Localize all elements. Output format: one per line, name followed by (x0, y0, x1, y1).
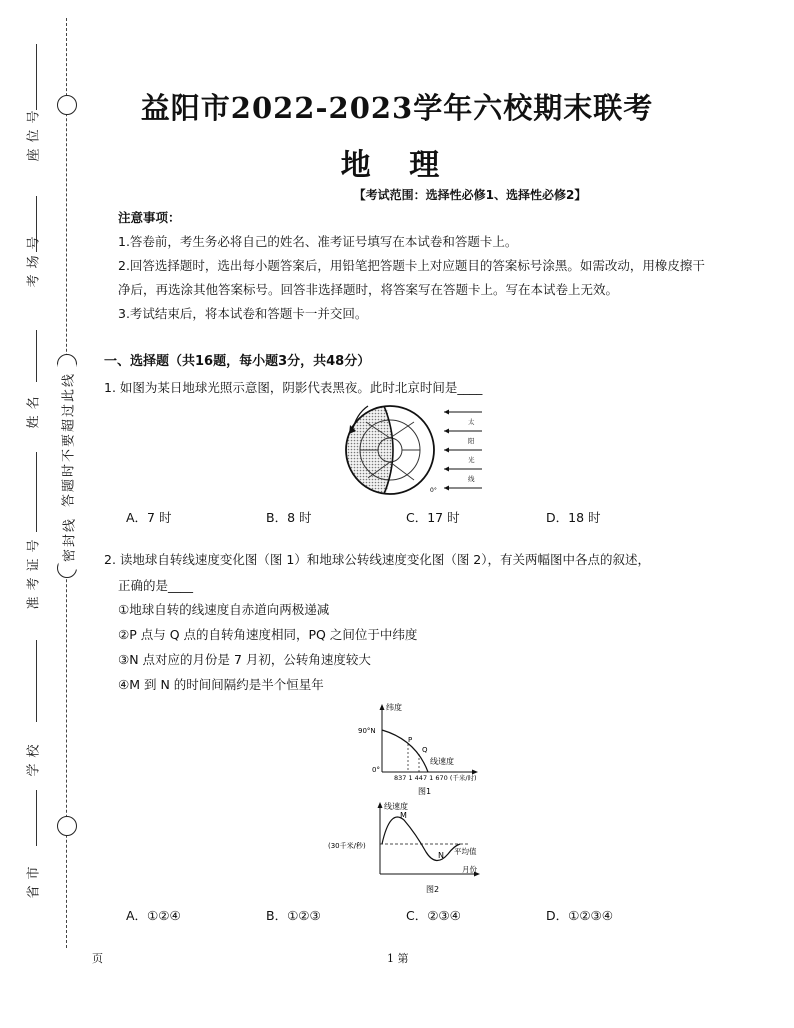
q1-meridian-2 (390, 422, 414, 438)
q1-option-a[interactable]: A．7 时 (126, 510, 172, 525)
fig2-avg-label: 平均值 (454, 847, 477, 856)
q2-options (126, 906, 686, 924)
binding-hole-4 (57, 816, 77, 836)
q1-option-c[interactable]: C．17 时 (406, 510, 460, 525)
seal-line-text: 密封线 (59, 510, 78, 570)
fig1-y-arrow (380, 704, 385, 710)
exam-id-label: 准考证号 (26, 533, 42, 610)
footer-left: 页 (92, 952, 103, 965)
q1-sun-char-3: 光 (468, 456, 475, 464)
fig1-point-p: P (408, 736, 413, 744)
exam-title: 益阳市2022-2023学年六校期末联考 (140, 91, 654, 125)
fig1-point-q: Q (422, 746, 428, 754)
q2-statement-3: ③N 点对应的月份是 7 月初，公转角速度较大 (118, 652, 371, 667)
q2-fig1 (356, 700, 496, 800)
fig2-y-arrow (378, 802, 383, 808)
fill-line-1 (36, 44, 37, 110)
q2-option-c[interactable]: C．②③④ (406, 908, 461, 923)
q2-statement-4: ④M 到 N 的时间间隔约是半个恒星年 (118, 677, 324, 692)
q1-sun-char-1: 太 (468, 418, 475, 426)
fig1-y-bottom: 0° (372, 766, 380, 774)
fig1-x-ticks: 837 1 447 1 670 (千米/时) (394, 774, 477, 782)
q1-option-b[interactable]: B．8 时 (266, 510, 312, 525)
fig1-y-top: 90°N (358, 727, 376, 735)
q1-options (126, 508, 686, 526)
q1-stem: 1. 如图为某日地球光照示意图，阴影代表黑夜。此时北京时间是____ (104, 380, 483, 395)
exam-scope: 【考试范围：选择性必修1、选择性必修2】 (353, 188, 587, 202)
fig2-y-ref: (30千米/秒) (328, 842, 366, 850)
q1-sun-arrowheads (444, 410, 449, 491)
fill-line-4 (36, 452, 37, 532)
q1-lat-label: 0° (430, 487, 437, 494)
fig1-y-title: 纬度 (386, 703, 402, 712)
page-number: 1 第 (387, 952, 409, 965)
q1-sun-char-2: 阳 (468, 437, 475, 445)
q1-illumination-figure (338, 400, 490, 504)
fill-line-6 (36, 790, 37, 846)
fig1-curve-label: 线速度 (430, 757, 454, 766)
notes-block (118, 206, 708, 326)
school-label: 学校 (26, 738, 42, 777)
q2-statement-2: ②P 点与 Q 点的自转角速度相同，PQ 之间位于中纬度 (118, 627, 418, 642)
fig2-x-title: 月份 (462, 865, 477, 874)
q2-fig2 (326, 798, 496, 898)
note-item-2: 2.回答选择题时，选出每小题答案后，用铅笔把答题卡上对应题目的答案标号涂黑。如需改动，用橡皮擦干净后，再选涂其他答案标号。回答非选择题时，将答案写在答题卡上。写在本试卷上无效。 (118, 258, 705, 297)
name-label: 姓名 (26, 390, 42, 429)
q2-option-d[interactable]: D．①②③④ (546, 908, 613, 923)
exam-room-label: 考场号 (26, 230, 42, 288)
fig2-point-m: M (400, 811, 407, 820)
seat-number-label: 座位号 (26, 104, 42, 162)
fig2-point-n: N (438, 851, 444, 860)
q2-stem-line-2: 正确的是____ (118, 578, 194, 593)
exam-subject: 地 理 (340, 148, 454, 183)
fill-line-3 (36, 330, 37, 382)
seal-warning-text: 答题时不要超过此线 (58, 365, 77, 515)
q1-sun-char-4: 线 (468, 475, 475, 483)
fig2-y-title: 线速度 (384, 802, 408, 811)
province-city-label: 省市 (26, 860, 42, 899)
q2-option-b[interactable]: B．①②③ (266, 908, 321, 923)
section-title: 一、选择题（共16题，每小题3分，共48分） (104, 354, 371, 369)
q2-statement-1: ①地球自转的线速度自赤道向两极递减 (118, 602, 330, 617)
notes-heading: 注意事项： (118, 210, 181, 225)
fig2-caption: 图2 (426, 885, 440, 894)
binding-hole-1 (57, 95, 77, 115)
q2-option-a[interactable]: A．①②④ (126, 908, 181, 923)
note-item-3: 3.考试结束后，将本试卷和答题卡一并交回。 (118, 306, 368, 321)
fig1-caption: 图1 (418, 787, 432, 796)
fill-line-5 (36, 640, 37, 722)
fig2-velocity-curve (382, 817, 460, 861)
note-item-1: 1.答卷前，考生务必将自己的姓名、准考证号填写在本试卷和答题卡上。 (118, 234, 518, 249)
q1-sun-rays (444, 412, 482, 488)
q2-stem-line-1: 2. 读地球自转线速度变化图（图 1）和地球公转线速度变化图（图 2），有关两幅图中各点的叙述， (104, 552, 651, 567)
q1-option-d[interactable]: D．18 时 (546, 510, 601, 525)
